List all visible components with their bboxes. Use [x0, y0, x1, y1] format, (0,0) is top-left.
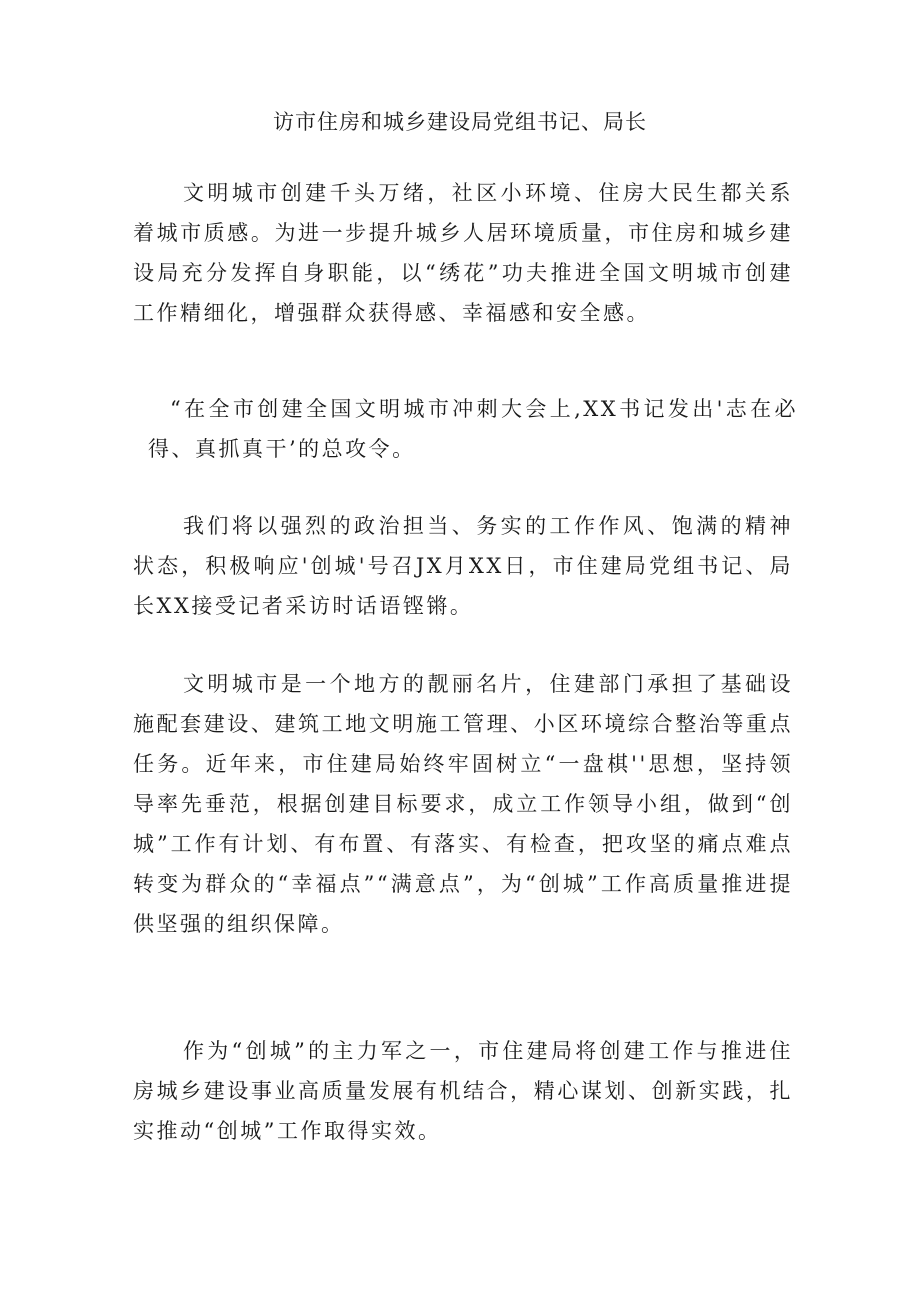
paragraph-2: “在全市创建全国文明城市冲刺大会上,XX书记发出'志在必得、真抓真干’的总攻令。: [148, 397, 798, 461]
paragraph-1: 文明城市创建千头万绪，社区小环境、住房大民生都关系着城市质感。为进一步提升城乡人居环境质量，市住房和城乡建设局充分发挥自身职能，以“绣花”功夫推进全国文明城市创建工作精细化，增强群众获得感、幸福感和安全感。: [133, 181, 793, 325]
paragraph-5: 作为“创城”的主力军之一，市住建局将创建工作与推进住房城乡建设事业高质量发展有机结合，精心谋划、创新实践，扎实推动“创城”工作取得实效。: [133, 1039, 793, 1143]
paragraph-4: 文明城市是一个地方的靓丽名片，住建部门承担了基础设施配套建设、建筑工地文明施工管理、小区环境综合整治等重点任务。近年来，市住建局始终牢固树立“一盘棋''思想，坚持领导率先垂范，根据创建目标要求，成立工作领导小组，做到“创城”工作有计划、有布置、有落实、有检查，把攻坚的痛点难点转变为群众的“幸福点”“满意点”，为“创城”工作高质量推进提供坚强的组织保障。: [133, 672, 793, 936]
paragraph-3: 我们将以强烈的政治担当、务实的工作作风、饱满的精神状态，积极响应'创城'号召JX月XX日，市住建局党组书记、局长XX接受记者采访时话语铿锵。: [133, 514, 793, 618]
document-title: 访市住房和城乡建设局党组书记、局长: [273, 110, 647, 134]
